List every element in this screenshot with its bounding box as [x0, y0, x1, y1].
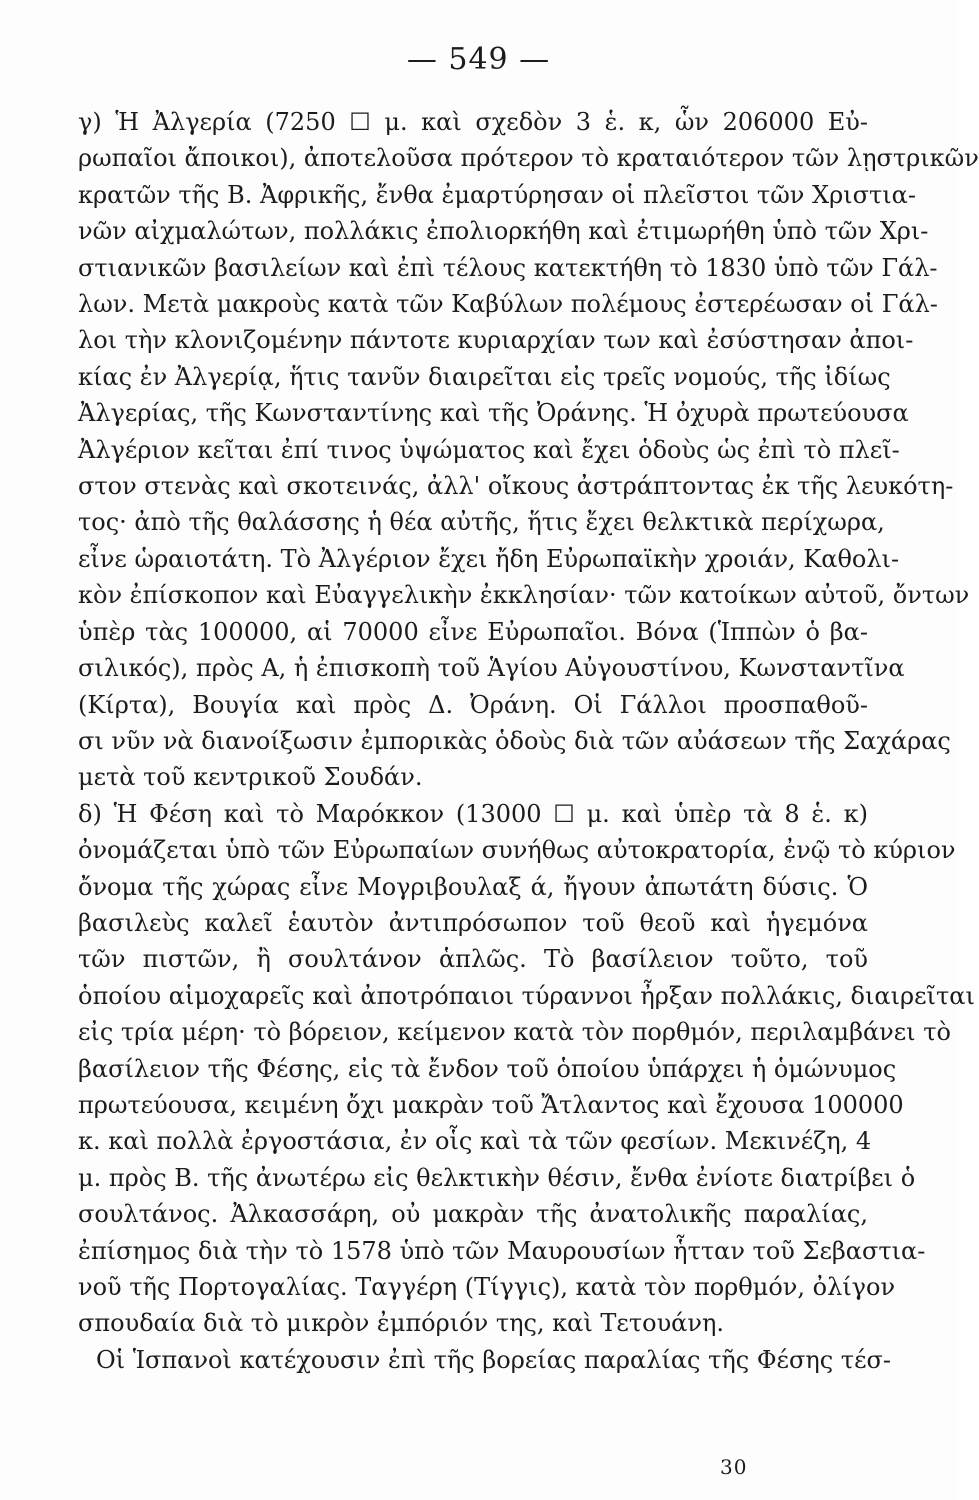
text-line: κὸν ἐπίσκοπον καὶ Εὐαγγελικὴν ἐκκλησίαν· τῶν κατοίκων αὐτοῦ, ὄντων [78, 581, 970, 610]
text-line: γ) Ἡ Ἀλγερία (7250 ☐ μ. καὶ σχεδὸν 3 ἑ. κ, ὧν 206000 Εὐ- [78, 108, 868, 136]
text-line: εἶνε ὡραιοτάτη. Τὸ Ἀλγέριον ἔχει ἤδη Εὐρωπαϊκὴν χροιάν, Καθολι- [78, 544, 900, 573]
text-line: ὑπὲρ τὰς 100000, αἱ 70000 εἶνε Εὐρωπαῖοι. Βόνα (Ἱππὼν ὁ βα- [78, 617, 868, 646]
text-line: στιανικῶν βασιλείων καὶ ἐπὶ τέλους κατεκτήθη τὸ 1830 ὑπὸ τῶν Γάλ- [78, 253, 938, 282]
text-line: κρατῶν τῆς Β. Ἀφρικῆς, ἔνθα ἐμαρτύρησαν οἱ πλεῖστοι τῶν Χριστια- [78, 180, 916, 209]
text-line: τος· ἀπὸ τῆς θαλάσσης ἡ θέα αὐτῆς, ἥτις ἔχει θελκτικὰ περίχωρα, [78, 508, 885, 537]
text-line: Οἱ Ἱσπανοὶ κατέχουσιν ἐπὶ τῆς βορείας παραλίας τῆς Φέσης τέσ- [96, 1345, 891, 1374]
text-line: τῶν πιστῶν, ἢ σουλτάνον ἁπλῶς. Τὸ βασίλειον τοῦτο, τοῦ [78, 945, 868, 974]
text-line: εἰς τρία μέρη· τὸ βόρειον, κείμενον κατὰ τὸν πορθμόν, περιλαμβάνει τὸ [78, 1018, 951, 1047]
text-line: ὄνομα τῆς χώρας εἶνε Μογριβουλαξ ά, ἤγουν ἀπωτάτη δύσις. Ὁ [78, 872, 868, 901]
page-number: — 549 — [406, 42, 551, 77]
text-line: ὁποίου αἱμοχαρεῖς καὶ ἀποτρόπαιοι τύραννοι ἦρξαν πολλάκις, διαιρεῖται [78, 981, 975, 1010]
text-line: ἐπίσημος διὰ τὴν τὸ 1578 ὑπὸ τῶν Μαυρουσίων ἧτταν τοῦ Σεβαστια- [78, 1236, 926, 1265]
text-line: Ἀλγερίας, τῆς Κωνσταντίνης καὶ τῆς Ὀράνης. Ἡ ὀχυρὰ πρωτεύουσα [78, 399, 909, 428]
text-line: πρωτεύουσα, κειμένη ὄχι μακρὰν τοῦ Ἄτλαντος καὶ ἔχουσα 100000 [78, 1090, 904, 1119]
text-line: Ἀλγέριον κεῖται ἐπί τινος ὑψώματος καὶ ἔχει ὁδοὺς ὡς ἐπὶ τὸ πλεῖ- [78, 435, 900, 464]
text-line: ὀνομάζεται ὑπὸ τῶν Εὐρωπαίων συνήθως αὐτοκρατορία, ἐνῷ τὸ κύριον [78, 836, 956, 865]
text-line: σι νῦν νὰ διανοίξωσιν ἐμπορικὰς ὁδοὺς διὰ τῶν αὐάσεων τῆς Σαχάρας [78, 726, 951, 755]
text-line: στον στενὰς καὶ σκοτεινάς, ἀλλ' οἴκους ἀστράπτοντας ἐκ τῆς λευκότη- [78, 472, 954, 501]
text-line: σιλικός), πρὸς Α, ἡ ἐπισκοπὴ τοῦ Ἁγίου Αὐγουστίνου, Κωνσταντῖνα [78, 654, 905, 683]
text-line: βασιλεὺς καλεῖ ἑαυτὸν ἀντιπρόσωπον τοῦ θεοῦ καὶ ἡγεμόνα [78, 908, 868, 937]
body-text [78, 104, 979, 1378]
text-line: μετὰ τοῦ κεντρικοῦ Σουδάν. [78, 763, 423, 792]
text-line: σουλτάνος. Ἀλκασσάρη, οὐ μακρὰν τῆς ἀνατολικῆς παραλίας, [78, 1200, 868, 1229]
text-line: δ) Ἡ Φέση καὶ τὸ Μαρόκκον (13000 ☐ μ. καὶ ὑπὲρ τὰ 8 ἑ. κ) [78, 799, 868, 828]
text-line: ρωπαῖοι ἄποικοι), ἀποτελοῦσα πρότερον τὸ κραταιότερον τῶν λῃστρικῶν [78, 144, 979, 173]
text-line: κ. καὶ πολλὰ ἐργοστάσια, ἐν οἷς καὶ τὰ τῶν φεσίων. Μεκινέζη, 4 [78, 1127, 872, 1156]
text-line: (Κίρτα), Βουγία καὶ πρὸς Δ. Ὀράνη. Οἱ Γάλλοι προσπαθοῦ- [78, 690, 868, 719]
printer-signature: 30 [720, 1455, 748, 1479]
text-line: βασίλειον τῆς Φέσης, εἰς τὰ ἔνδον τοῦ ὁποίου ὑπάρχει ἡ ὁμώνυμος [78, 1054, 897, 1083]
text-line: λοι τὴν κλονιζομένην πάντοτε κυριαρχίαν των καὶ ἐσύστησαν ἀποι- [78, 326, 914, 355]
text-line: μ. πρὸς Β. τῆς ἀνωτέρω εἰς θελκτικὴν θέσιν, ἔνθα ἐνίοτε διατρίβει ὁ [78, 1163, 916, 1192]
text-line: νοῦ τῆς Πορτογαλίας. Ταγγέρη (Τίγγις), κατὰ τὸν πορθμόν, ὀλίγον [78, 1273, 896, 1301]
text-line: λων. Μετὰ μακροὺς κατὰ τῶν Καβύλων πολέμους ἐστερέωσαν οἱ Γάλ- [78, 290, 938, 319]
text-line: κίας ἐν Ἀλγερίᾳ, ἥτις τανῦν διαιρεῖται εἰς τρεῖς νομούς, τῆς ἰδίως [78, 362, 891, 391]
text-line: σπουδαία διὰ τὸ μικρὸν ἐμπόριόν της, καὶ Τετουάνη. [78, 1309, 724, 1338]
text-line: νῶν αἰχμαλώτων, πολλάκις ἐπολιορκήθη καὶ ἐτιμωρήθη ὑπὸ τῶν Χρι- [78, 217, 929, 246]
